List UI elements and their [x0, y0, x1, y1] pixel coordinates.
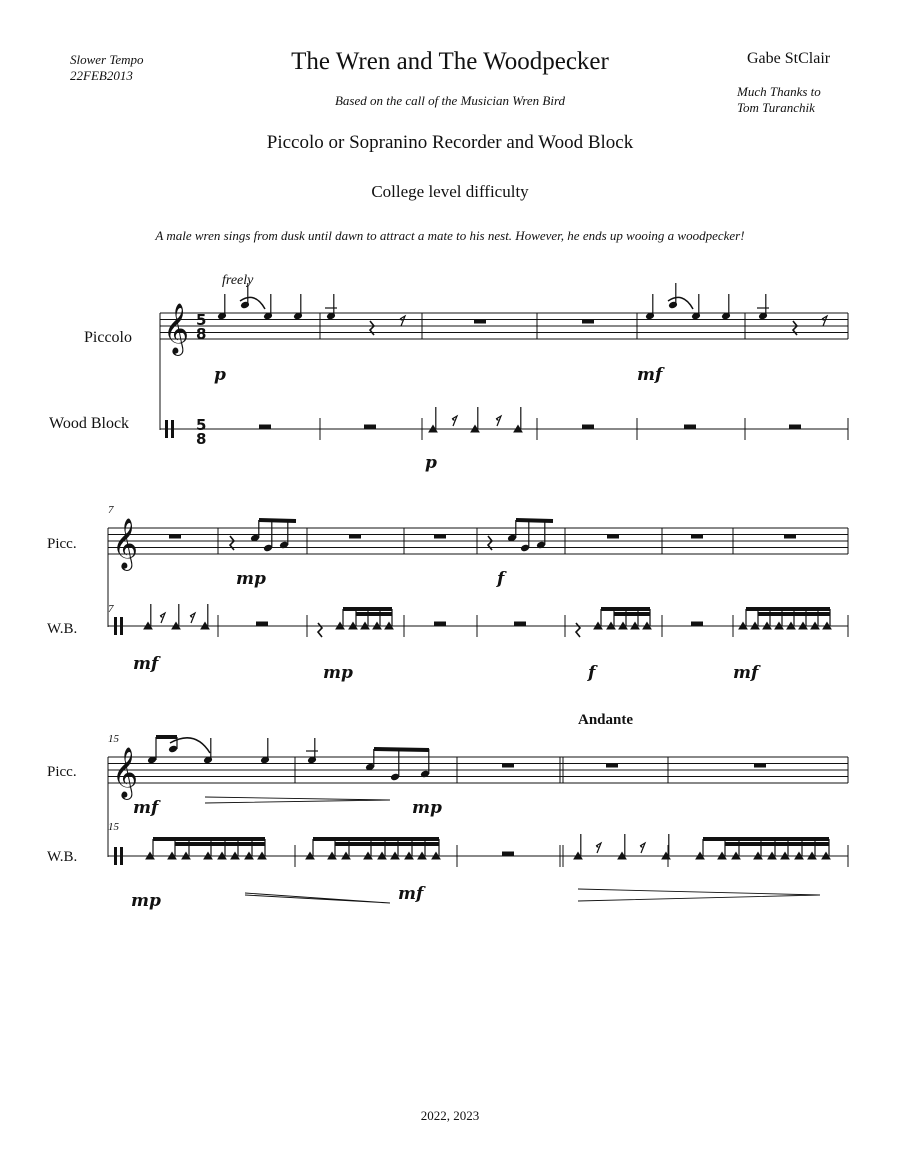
whole-rest [789, 425, 801, 429]
whole-rest [434, 622, 446, 626]
hairpin-diminuendo [578, 889, 820, 901]
eighth-rest: 𝄾 [190, 609, 195, 628]
dynamic-mf: mf [133, 798, 159, 818]
difficulty: College level difficulty [371, 182, 529, 201]
whole-rest [502, 852, 514, 856]
dynamic-mf: mf [733, 663, 759, 683]
whole-rest [434, 535, 446, 539]
whole-rest [349, 535, 361, 539]
dynamic-mp: mp [412, 798, 442, 818]
treble-clef: 𝄞 [163, 303, 190, 354]
hairpin-crescendo [245, 893, 390, 903]
description: A male wren sings from dusk until dawn to attract a mate to his nest. However, he ends up wooing a woodpecker! [155, 228, 745, 243]
percussion-clef [114, 617, 117, 635]
dynamic-mp: mp [236, 569, 266, 589]
eighth-rest: 𝄾 [596, 839, 601, 858]
whole-rest [754, 764, 766, 768]
instrument-label-woodblock: W.B. [47, 849, 78, 865]
beam [516, 520, 553, 521]
time-signature: 8 [196, 430, 207, 448]
time-signature: 8 [196, 325, 207, 343]
measure-number: 7 [108, 603, 114, 615]
measure-number: 15 [108, 733, 119, 745]
percussion-clef [120, 617, 123, 635]
measure-number: 7 [108, 504, 114, 516]
eighth-rest: 𝄾 [496, 412, 501, 431]
instrument-label-woodblock: W.B. [47, 621, 78, 637]
whole-rest [784, 535, 796, 539]
whole-rest [256, 622, 268, 626]
slur [170, 738, 210, 753]
hairpin-diminuendo [205, 797, 390, 803]
footer-years: 2022, 2023 [420, 1108, 480, 1123]
time-signature: 5 [196, 416, 207, 434]
note-head [240, 301, 250, 310]
composer-name: Gabe StClair [747, 50, 831, 67]
eighth-rest: 𝄾 [452, 412, 457, 431]
whole-rest [582, 425, 594, 429]
dynamic-mp: mp [323, 663, 353, 683]
beam [259, 520, 296, 521]
subtitle: Based on the call of the Musician Wren Bird [334, 93, 566, 108]
time-signature: 5 [196, 311, 207, 329]
quarter-rest [318, 623, 322, 637]
date-text: 22FEB2013 [70, 68, 133, 83]
eighth-rest: 𝄾 [640, 839, 645, 858]
expression-freely: freely [222, 273, 254, 288]
thanks-line-2: Tom Turanchik [737, 100, 815, 115]
percussion-clef [120, 847, 123, 865]
measure-number: 15 [108, 821, 119, 833]
note-head [668, 301, 678, 310]
eighth-rest: 𝄾 [400, 312, 405, 331]
whole-rest [474, 320, 486, 324]
page-title: The Wren and The Woodpecker [291, 48, 609, 75]
thanks-line-1: Much Thanks to [737, 84, 821, 99]
dynamic-mf: mf [133, 654, 159, 674]
whole-rest [169, 535, 181, 539]
beam [374, 749, 429, 750]
whole-rest [691, 622, 703, 626]
percussion-clef [114, 847, 117, 865]
instrument-label-piccolo: Picc. [47, 764, 77, 780]
eighth-rest: 𝄾 [822, 312, 827, 331]
dynamic-f: f [588, 663, 596, 683]
dynamic-mf: mf [637, 365, 663, 385]
dynamic-p: p [425, 453, 437, 473]
whole-rest [582, 320, 594, 324]
instrument-label-woodblock: Wood Block [49, 415, 130, 432]
percussion-clef [171, 420, 174, 438]
dynamic-mf: mf [398, 884, 424, 904]
eighth-rest: 𝄾 [160, 609, 165, 628]
instrument-label-piccolo: Piccolo [84, 329, 132, 346]
whole-rest [684, 425, 696, 429]
whole-rest [691, 535, 703, 539]
tempo-marking: Andante [578, 712, 634, 728]
dynamic-mp: mp [131, 891, 161, 911]
dynamic-p: p [214, 365, 226, 385]
whole-rest [502, 764, 514, 768]
percussion-clef [165, 420, 168, 438]
whole-rest [259, 425, 271, 429]
dynamic-f: f [497, 569, 505, 589]
instrument-label-piccolo: Picc. [47, 536, 77, 552]
whole-rest [364, 425, 376, 429]
whole-rest [606, 764, 618, 768]
quarter-rest [576, 623, 580, 637]
treble-clef: 𝄞 [112, 747, 139, 798]
instrumentation: Piccolo or Sopranino Recorder and Wood Block [266, 132, 634, 153]
tempo-note: Slower Tempo [70, 52, 144, 67]
treble-clef: 𝄞 [112, 518, 139, 569]
whole-rest [607, 535, 619, 539]
whole-rest [514, 622, 526, 626]
